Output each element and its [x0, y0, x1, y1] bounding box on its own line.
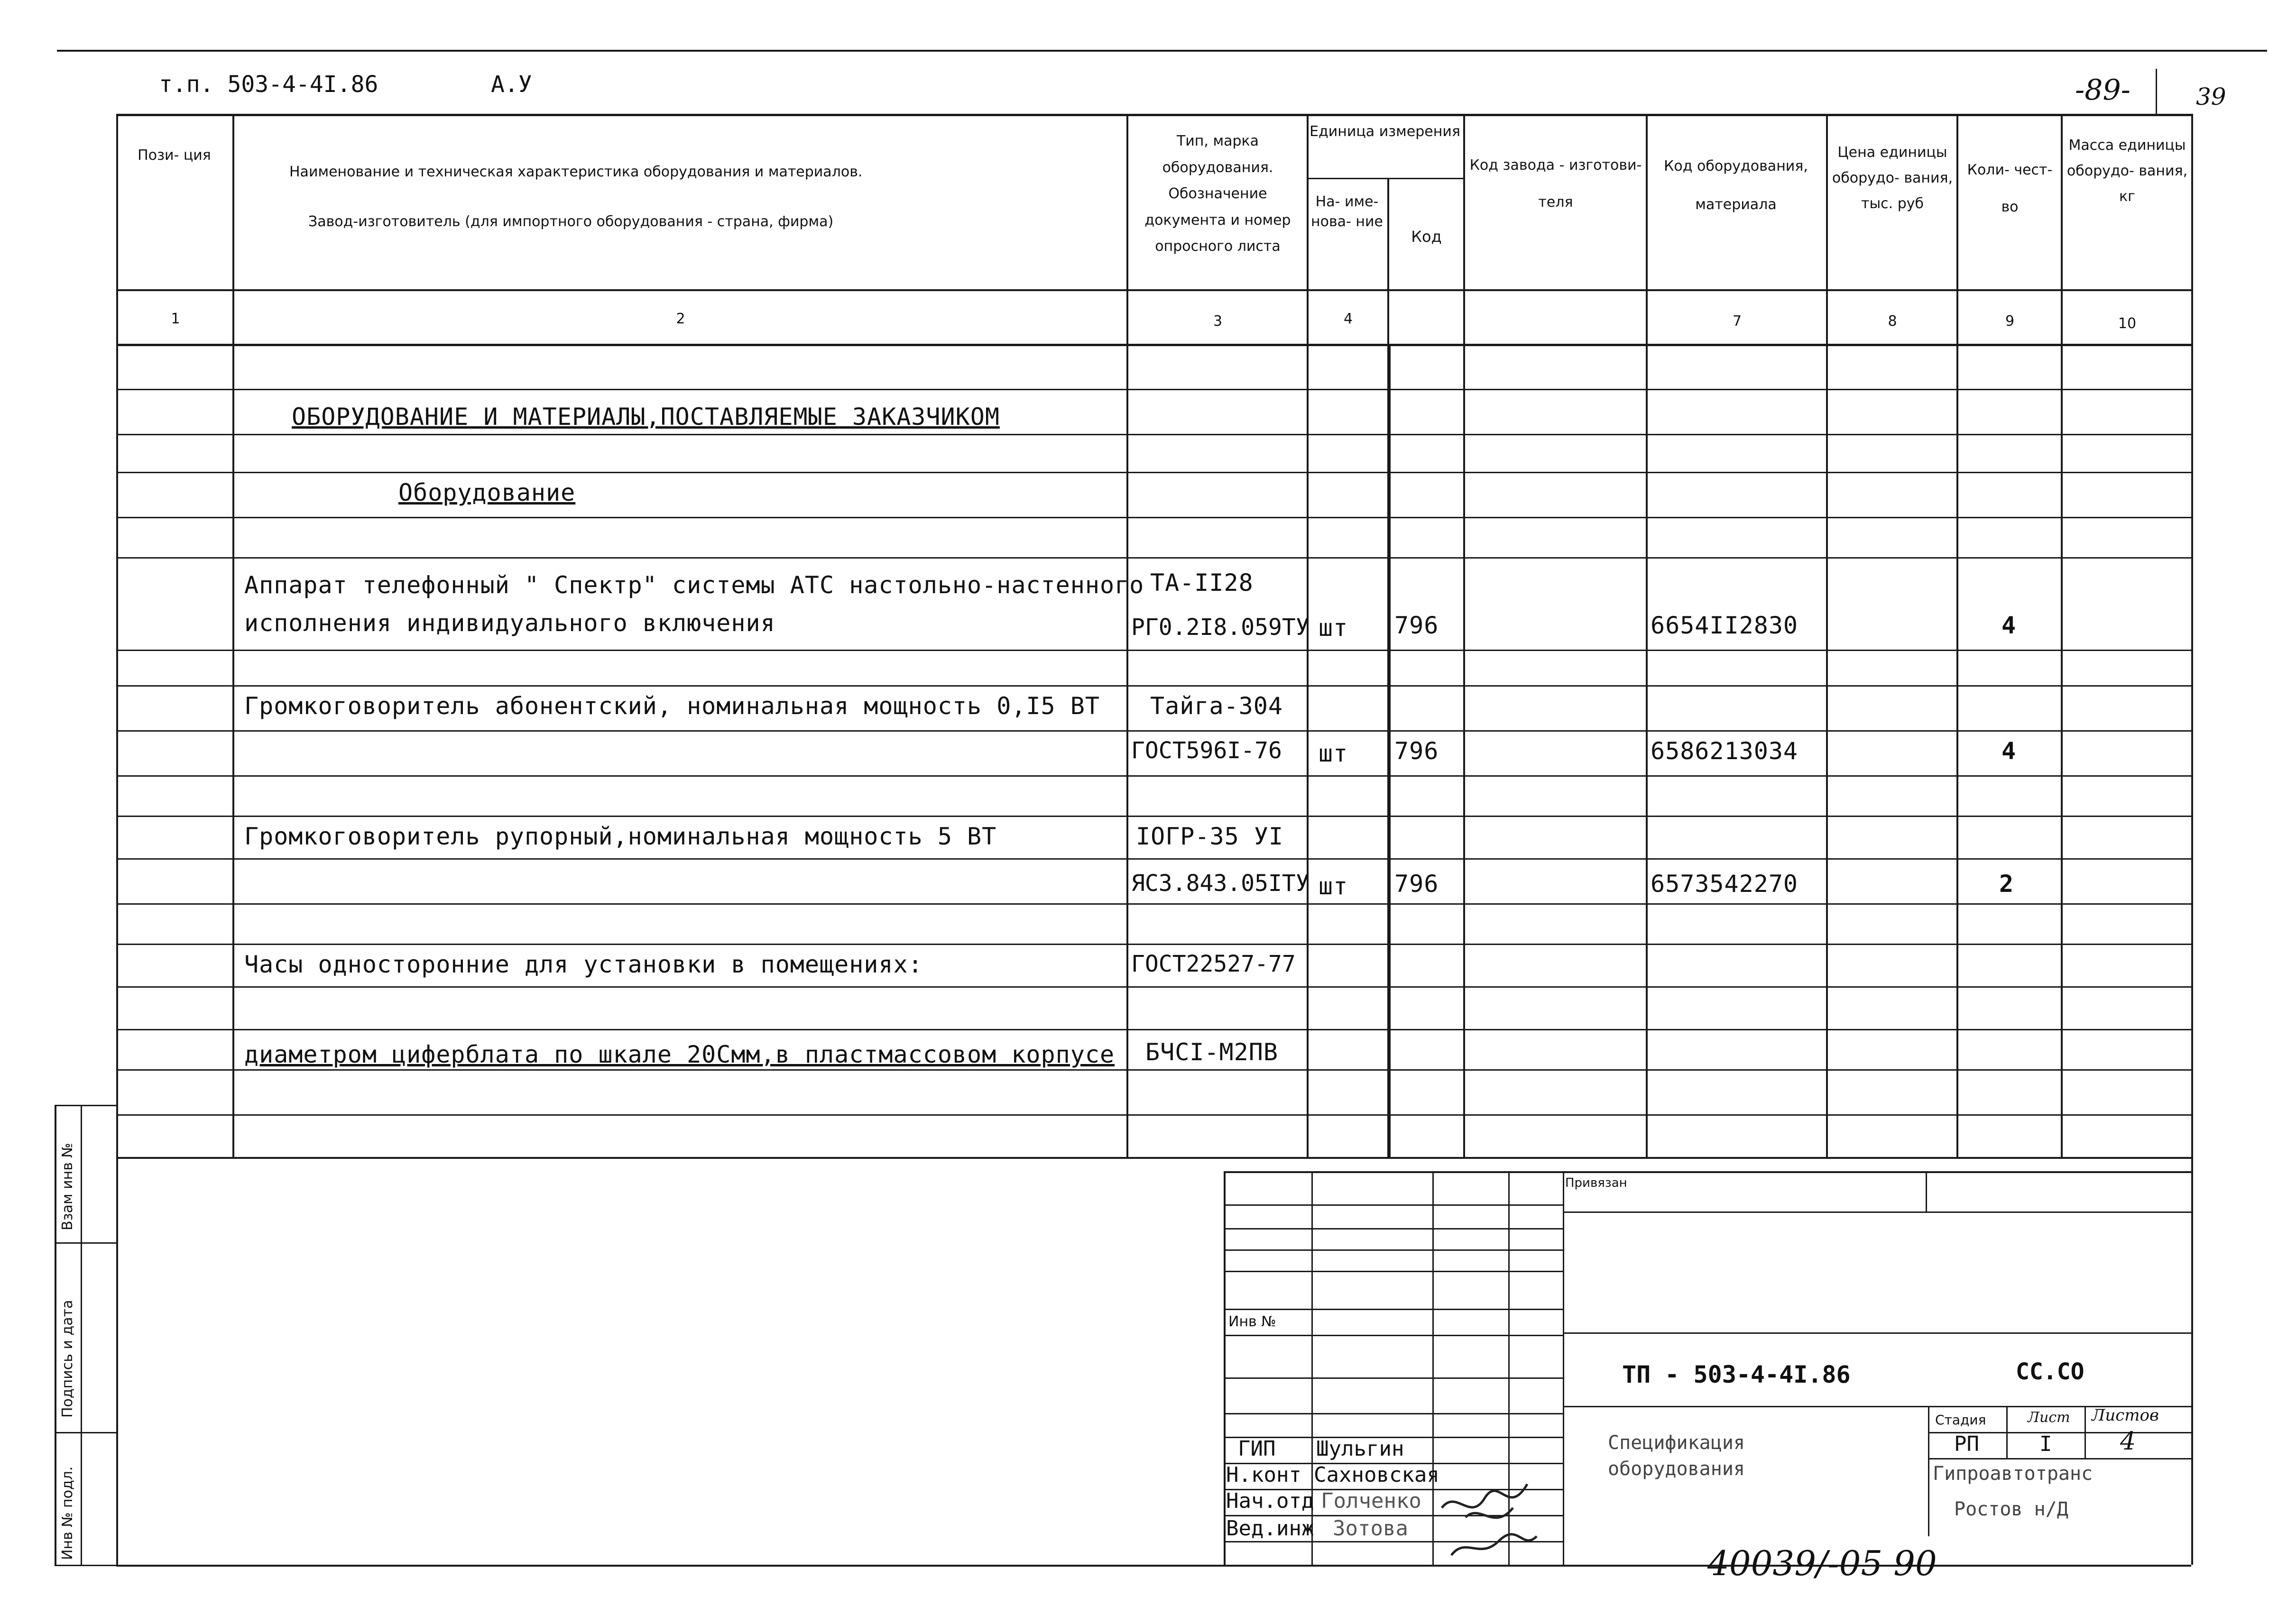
corner-number-handwritten: 39	[2196, 83, 2226, 110]
header-unit-group: Единица измерения	[1310, 123, 1460, 140]
stamp-vline	[2006, 1406, 2008, 1458]
name-nkont: Сахновская	[1314, 1463, 1439, 1487]
side-strip-line	[55, 1565, 116, 1566]
item4-type: БЧСI-М2ПВ	[1145, 1038, 1278, 1066]
item2-type: Тайга-304	[1150, 692, 1283, 720]
sheets-value: 4	[2120, 1427, 2136, 1456]
stamp-top	[1224, 1171, 2191, 1173]
row-line	[116, 816, 2191, 817]
header-col1: Пози- ция	[138, 147, 211, 164]
row-line	[116, 685, 2191, 687]
col-line	[232, 114, 234, 1157]
item3-type: IОГР-35 УI	[1136, 823, 1284, 850]
section-title: ОБОРУДОВАНИЕ И МАТЕРИАЛЫ,ПОСТАВЛЯЕМЫЕ ЗАКАЗЧИКОМ	[292, 403, 1000, 431]
header-bottom-border	[116, 289, 2191, 291]
colnum-7: 7	[1732, 313, 1742, 330]
col-line	[116, 114, 118, 1157]
item2-doc: ГОСТ596I-76	[1131, 737, 1282, 764]
side-strip-line	[55, 1432, 116, 1433]
stamp-vline	[1928, 1406, 1929, 1536]
row-line	[116, 1029, 2191, 1030]
row-line	[116, 775, 2191, 777]
colnum-3: 3	[1213, 313, 1223, 330]
spec-title-1: Спецификация	[1608, 1432, 1745, 1454]
stamp-hline	[1224, 1204, 1563, 1206]
item4-name-line1: Часы односторонние для установки в помещениях:	[244, 951, 923, 978]
inv-no-label: Инв №	[1228, 1313, 1276, 1330]
stamp-hline	[1224, 1377, 1563, 1379]
item2-matcode: 6586213034	[1651, 737, 1799, 765]
row-line	[116, 730, 2191, 732]
org-line-2: Ростов н/Д	[1954, 1498, 2068, 1520]
stamp-hline	[1224, 1413, 1563, 1414]
item1-unit: шт	[1319, 614, 1348, 642]
item3-matcode: 6573542270	[1651, 870, 1799, 898]
spec-title-2: оборудования	[1608, 1458, 1745, 1480]
section-code: А.У	[491, 71, 532, 98]
item1-type: ТА-II28	[1150, 569, 1254, 596]
stage-value: РП	[1954, 1432, 1979, 1456]
header-col9: Коли- чест- во	[1967, 162, 2053, 215]
item3-name-line1: Громкоговоритель рупорный,номинальная мощность 5 ВТ	[244, 823, 997, 850]
table-bottom-border	[116, 1157, 2191, 1159]
doc-title: ТП - 503-4-4I.86	[1622, 1361, 1851, 1388]
header-col8: Цена единицы оборудо- вания, тыс. руб	[1832, 144, 1953, 212]
item3-doc: ЯС3.843.05IТУ	[1131, 870, 1310, 897]
item3-unit: шт	[1319, 872, 1348, 900]
stamp-left	[1224, 1171, 1226, 1565]
stamp-hline	[1224, 1335, 1563, 1336]
colnum-10: 10	[2118, 315, 2137, 332]
stamp-hline	[1224, 1228, 1563, 1229]
stamp-vline	[1563, 1171, 1564, 1565]
side-strip-line	[55, 1105, 116, 1106]
item1-code: 796	[1394, 612, 1439, 639]
stamp-hline	[1224, 1249, 1563, 1251]
role-nkont: Н.конт	[1226, 1463, 1301, 1487]
item1-doc: РГ0.2I8.059ТУ	[1131, 614, 1310, 641]
col-line	[1646, 114, 1648, 1157]
header-col3: Тип, марка оборудования. Обозначение документа и номер опросного листа	[1144, 133, 1291, 255]
stage-label: Стадия	[1935, 1412, 1986, 1428]
row-line	[116, 903, 2191, 905]
stamp-hline	[1224, 1271, 1563, 1272]
stamp-vline	[1432, 1171, 1434, 1565]
item2-unit: шт	[1319, 740, 1348, 767]
unit-group-divider	[1307, 178, 1463, 179]
colnum-9: 9	[2005, 313, 2015, 330]
doc-code: т.п. 503-4-4I.86	[159, 71, 378, 98]
stamp-vline	[1926, 1171, 1927, 1211]
side-strip-inner	[81, 1105, 82, 1565]
privyazan-label: Привязан	[1565, 1176, 1627, 1190]
name-gip: Шульгин	[1316, 1437, 1404, 1461]
stamp-vline	[2085, 1406, 2086, 1458]
side-label-podpis: Подпись и дата	[59, 1300, 76, 1418]
col-line	[1463, 114, 1465, 1157]
row-line	[116, 434, 2191, 435]
name-vedinzh: Зотова	[1333, 1516, 1408, 1541]
org-line-1: Гипроавтотранс	[1933, 1463, 2093, 1485]
side-strip-line	[55, 1242, 116, 1244]
role-gip: ГИП	[1238, 1437, 1276, 1461]
side-strip-right	[116, 1105, 118, 1565]
col-line	[1956, 114, 1958, 1157]
row-line	[116, 517, 2191, 518]
row-line	[116, 557, 2191, 559]
col-line	[2191, 114, 2193, 1157]
col-line	[1126, 114, 1128, 1157]
header-col2-line1: Наименование и техническая характеристика оборудования и материалов.	[289, 164, 863, 180]
side-label-inv-podl: Инв № подл.	[59, 1466, 76, 1560]
stamp-hline	[1563, 1332, 2191, 1334]
row-line	[116, 944, 2191, 945]
row-line	[116, 650, 2191, 651]
stamp-right	[2191, 1157, 2193, 1565]
row-line	[116, 1069, 2191, 1071]
numrow-bottom-border	[116, 344, 2191, 346]
item1-name-line2: исполнения индивидуального включения	[244, 609, 775, 637]
sheet-value: I	[2039, 1432, 2052, 1456]
header-col2-line2: Завод-изготовитель (для импортного оборудования - страна, фирма)	[308, 213, 834, 230]
header-col7: Код оборудования, материала	[1664, 158, 1808, 213]
header-col4: На- име- нова- ние	[1311, 193, 1383, 230]
header-col5: Код	[1411, 228, 1442, 246]
item1-name-line1: Аппарат телефонный " Спектр" системы АТС настольно-настенного	[244, 571, 1144, 599]
item1-qty: 4	[2002, 612, 2017, 639]
row-line	[116, 858, 2191, 860]
stamp-hline	[1224, 1309, 1563, 1310]
signature-scribble	[1437, 1479, 1546, 1565]
col-line	[1826, 114, 1828, 1157]
footer-handwritten-number: 40039/-05 90	[1707, 1543, 1937, 1583]
doc-mark: СС.СО	[2016, 1358, 2085, 1385]
colnum-8: 8	[1888, 313, 1897, 330]
top-border-line	[57, 50, 2267, 52]
item4-name-line2: диаметром циферблата по шкале 20Смм,в пластмассовом корпусе	[244, 1041, 1115, 1068]
item2-name-line1: Громкоговоритель абонентский, номинальная мощность 0,I5 ВТ	[244, 692, 1100, 720]
col-line	[2061, 114, 2063, 1157]
role-vedinzh: Вед.инж	[1226, 1516, 1314, 1541]
side-strip-left	[55, 1105, 56, 1565]
item2-qty: 4	[2002, 737, 2017, 765]
stamp-hline	[1928, 1458, 2191, 1459]
row-line	[116, 389, 2191, 390]
stamp-hline	[1563, 1211, 2191, 1213]
name-nachotd: Голченко	[1321, 1489, 1421, 1513]
colnum-2: 2	[676, 311, 685, 327]
item2-code: 796	[1394, 737, 1439, 765]
item3-code: 796	[1394, 870, 1439, 898]
row-line	[116, 986, 2191, 988]
sheet-label: Лист	[2028, 1409, 2070, 1426]
item4-doc: ГОСТ22527-77	[1131, 951, 1296, 977]
item1-matcode: 6654II2830	[1651, 612, 1799, 639]
header-col10: Масса единицы оборудо- вания, кг	[2066, 137, 2188, 205]
sheets-label: Листов	[2092, 1406, 2159, 1425]
header-col6: Код завода - изготови- теля	[1469, 157, 1642, 211]
row-line	[116, 472, 2191, 473]
page-box-left	[2156, 69, 2157, 116]
side-label-vzam: Взам инв №	[59, 1143, 76, 1230]
subsection-title: Оборудование	[398, 479, 576, 506]
colnum-4: 4	[1343, 311, 1353, 327]
role-nachotd: Нач.отд	[1226, 1489, 1314, 1513]
page-number-handwritten: -89-	[2075, 73, 2131, 107]
item3-qty: 2	[1999, 870, 2014, 898]
row-line	[116, 1114, 2191, 1116]
colnum-1: 1	[171, 311, 180, 327]
table-top-border	[116, 114, 2191, 116]
code-col-bold	[1387, 346, 1391, 1157]
